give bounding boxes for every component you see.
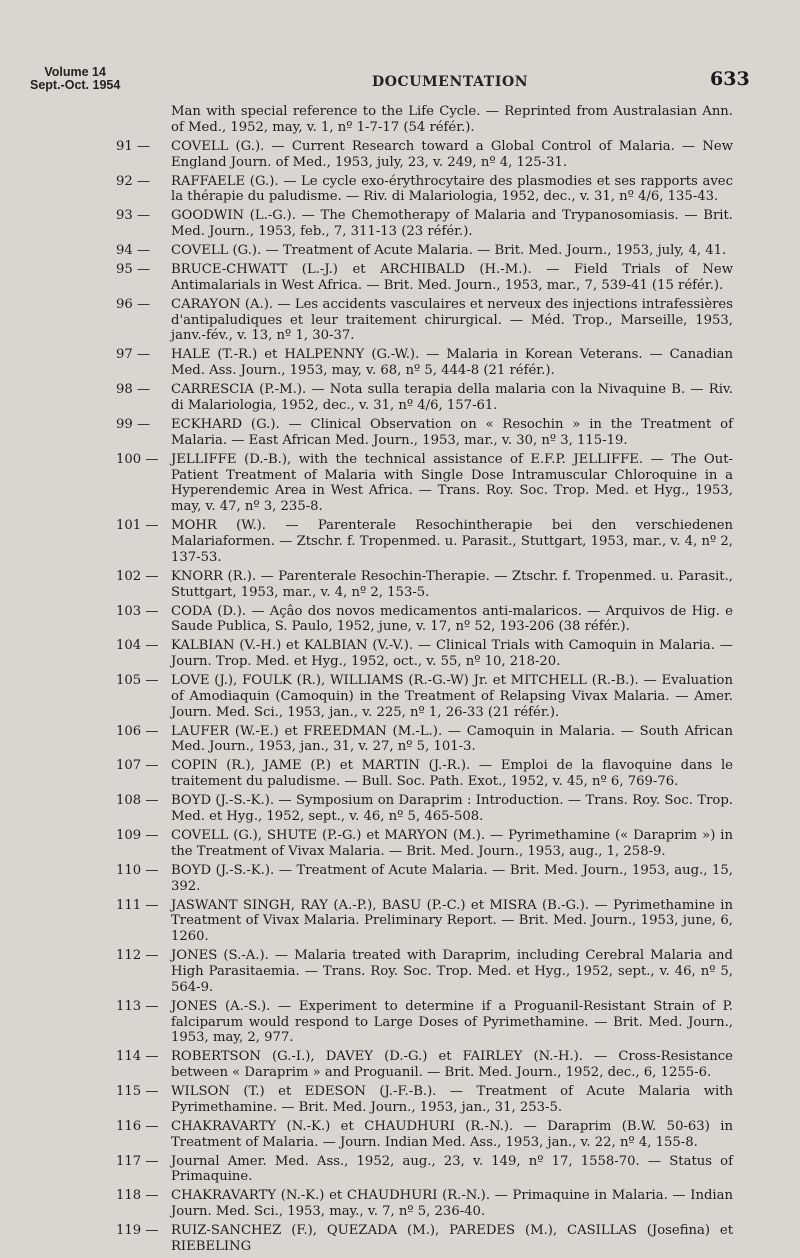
reference-number: 110 —	[116, 862, 159, 878]
volume-issue	[30, 66, 120, 92]
reference-item	[0, 948, 733, 995]
reference-text: COVELL (G.). — Current Research toward a Global Control of Malaria. — New England Journ. of Med., 1953, july, 23, v. 249, nº 4, 125-31.	[171, 138, 733, 170]
reference-item	[0, 1154, 733, 1186]
reference-text: CODA (D.). — Açâo dos novos medicamentos anti-malaricos. — Arquivos de Hig. e Saude Publica, S. Paulo, 1952, june, v. 17, nº 52, 193-206 (38 référ.).	[171, 603, 733, 635]
reference-item	[0, 898, 733, 945]
reference-number: 116 —	[116, 1118, 159, 1134]
reference-list	[0, 104, 800, 1258]
reference-number: 114 —	[116, 1049, 159, 1065]
reference-number: 92 —	[116, 173, 151, 189]
reference-text: KNORR (R.). — Parenterale Resochin-Therapie. — Ztschr. f. Tropenmed. u. Parasit., Stuttgart, 1953, mar., v. 4, nº 2, 153-5.	[171, 568, 733, 600]
reference-number: 109 —	[116, 828, 159, 844]
reference-item	[0, 604, 733, 636]
reference-item	[0, 793, 733, 825]
reference-item	[0, 1223, 733, 1255]
reference-number: 96 —	[116, 296, 151, 312]
reference-text: JELLIFFE (D.-B.), with the technical assistance of E.F.P. JELLIFFE. — The Out-Patient Treatment of Malaria with Single Dose Intramuscular Chloroquine in a Hyperendemic Area in West Africa. — Trans. Roy. Soc. Trop. Med. et Hyg., 1953, may, v. 47, nº 3, 235-8.	[171, 451, 733, 515]
reference-text: LAUFER (W.-E.) et FREEDMAN (M.-L.). — Camoquin in Malaria. — South African Med. Journ., 1953, jan., 31, v. 27, nº 5, 101-3.	[171, 723, 733, 755]
reference-item	[0, 139, 733, 171]
reference-item	[0, 1188, 733, 1220]
reference-item	[0, 999, 733, 1046]
reference-text: WILSON (T.) et EDESON (J.-F.-B.). — Treatment of Acute Malaria with Pyrimethamine. — Brit. Med. Journ., 1953, jan., 31, 253-5.	[171, 1084, 733, 1115]
reference-text: ROBERTSON (G.-I.), DAVEY (D.-G.) et FAIRLEY (N.-H.). — Cross-Resistance between « Daraprim » and Proguanil. — Brit. Med. Journ., 1952, dec., 6, 1255-6.	[171, 1049, 733, 1081]
reference-item	[0, 638, 733, 670]
reference-text: RAFFAELE (G.). — Le cycle exo-érythrocytaire des plasmodies et ses rapports avec la thérapie du paludisme. — Riv. di Malariologia, 1952, dec., v. 31, nº 4/6, 135-43.	[171, 173, 733, 205]
page-header	[0, 64, 800, 104]
reference-item	[0, 569, 733, 601]
reference-number: 106 —	[116, 723, 159, 739]
reference-text: CHAKRAVARTY (N.-K.) et CHAUDHURI (R.-N.). — Daraprim (B.W. 50-63) in Treatment of Malaria. — Journ. Indian Med. Ass., 1953, jan., v. 22, nº 4, 155-8.	[171, 1118, 733, 1150]
reference-number: 98 —	[116, 382, 151, 398]
reference-text: BRUCE-CHWATT (L.-J.) et ARCHIBALD (H.-M.). — Field Trials of New Antimalarials in West Africa. — Brit. Med. Journ., 1953, mar., 7, 539-41 (15 référ.).	[171, 262, 733, 293]
reference-text: LOVE (J.), FOULK (R.), WILLIAMS (R.-G.-W) Jr. et MITCHELL (R.-B.). — Evaluation of Amodiaquin (Camoquin) in the Treatment of Relapsing Vivax Malaria. — Amer. Journ. Med. Sci., 1953, jan., v. 225, nº 1, 26-33 (21 référ.).	[171, 673, 733, 720]
reference-text: Journal Amer. Med. Ass., 1952, aug., 23, v. 149, nº 17, 1558-70. — Status of Primaquine.	[171, 1153, 733, 1185]
reference-item	[0, 297, 733, 344]
reference-text: Man with special reference to the Life Cycle. — Reprinted from Australasian Ann. of Med., 1952, may, v. 1, nº 1-7-17 (54 référ.).	[171, 104, 733, 135]
reference-number: 94 —	[116, 243, 151, 259]
reference-number: 93 —	[116, 208, 151, 224]
reference-text: BOYD (J.-S.-K.). — Symposium on Daraprim : Introduction. — Trans. Roy. Soc. Trop. Med. et Hyg., 1952, sept., v. 46, nº 5, 465-508.	[171, 793, 733, 825]
reference-item	[0, 1049, 733, 1081]
reference-number: 115 —	[116, 1084, 159, 1100]
reference-item	[0, 1119, 733, 1151]
reference-number: 119 —	[116, 1223, 159, 1239]
reference-text: BOYD (J.-S.-K.). — Treatment of Acute Malaria. — Brit. Med. Journ., 1953, aug., 15, 392.	[171, 862, 733, 894]
reference-item	[0, 518, 733, 565]
reference-item	[0, 724, 733, 756]
reference-number: 103 —	[116, 603, 159, 619]
reference-text: JASWANT SINGH, RAY (A.-P.), BASU (P.-C.) et MISRA (B.-G.). — Pyrimethamine in Treatment of Vivax Malaria. Preliminary Report. — Brit. Med. Journ., 1953, june, 6, 1260.	[171, 897, 733, 945]
reference-number: 91 —	[116, 138, 151, 154]
reference-text: COPIN (R.), JAME (P.) et MARTIN (J.-R.). — Emploi de la flavoquine dans le traitement du paludisme. — Bull. Soc. Path. Exot., 1952, v. 45, nº 6, 769-76.	[171, 758, 733, 790]
reference-text: GOODWIN (L.-G.). — The Chemotherapy of Malaria and Trypanosomiasis. — Brit. Med. Journ., 1953, feb., 7, 311-13 (23 référ.).	[171, 208, 733, 240]
reference-item	[0, 673, 733, 720]
reference-item	[0, 382, 733, 414]
reference-item	[0, 758, 733, 790]
reference-item	[0, 863, 733, 895]
reference-item	[0, 452, 733, 515]
reference-number: 105 —	[116, 673, 159, 689]
reference-text: HALE (T.-R.) et HALPENNY (G.-W.). — Malaria in Korean Veterans. — Canadian Med. Ass. Journ., 1953, may, v. 68, nº 5, 444-8 (21 référ.).	[171, 347, 733, 379]
reference-number: 111 —	[116, 897, 159, 913]
reference-item	[0, 262, 733, 294]
reference-item	[0, 243, 733, 259]
reference-number: 104 —	[116, 638, 159, 654]
reference-text: RUIZ-SANCHEZ (F.), QUEZADA (M.), PAREDES (M.), CASILLAS (Josefina) et RIEBELING	[171, 1223, 733, 1255]
reference-text: JONES (S.-A.). — Malaria treated with Daraprim, including Cerebral Malaria and High Parasitaemia. — Trans. Roy. Soc. Trop. Med. et Hyg., 1952, sept., v. 46, nº 5, 564-9.	[171, 948, 733, 995]
issue-label: Sept.-Oct. 1954	[30, 78, 121, 92]
reference-number: 107 —	[116, 758, 159, 774]
reference-text: ECKHARD (G.). — Clinical Observation on « Resochin » in the Treatment of Malaria. — East African Med. Journ., 1953, mar., v. 30, nº 3, 115-19.	[171, 417, 733, 448]
reference-text: CARRESCIA (P.-M.). — Nota sulla terapia della malaria con la Nivaquine B. — Riv. di Malariologia, 1952, dec., v. 31, nº 4/6, 157-61.	[171, 382, 733, 414]
reference-text: JONES (A.-S.). — Experiment to determine if a Proguanil-Resistant Strain of P. falciparum would respond to Large Doses of Pyrimethamine. — Brit. Med. Journ., 1953, may, 2, 977.	[171, 998, 733, 1046]
reference-text: CHAKRAVARTY (N.-K.) et CHAUDHURI (R.-N.). — Primaquine in Malaria. — Indian Journ. Med. Sci., 1953, may., v. 7, nº 5, 236-40.	[171, 1188, 733, 1220]
reference-item	[0, 828, 733, 860]
reference-text: KALBIAN (V.-H.) et KALBIAN (V.-V.). — Clinical Trials with Camoquin in Malaria. — Journ. Trop. Med. et Hyg., 1952, oct., v. 55, nº 10, 218-20.	[171, 638, 733, 670]
section-title: DOCUMENTATION	[372, 74, 529, 90]
volume-label: Volume 14	[44, 65, 106, 79]
reference-item	[0, 1084, 733, 1116]
reference-number: 113 —	[116, 998, 159, 1014]
reference-number: 101 —	[116, 518, 159, 534]
reference-number: 118 —	[116, 1188, 159, 1204]
reference-number: 100 —	[116, 451, 159, 467]
reference-text: MOHR (W.). — Parenterale Resochintherapie bei den verschiedenen Malariaformen. — Ztschr. f. Tropenmed. u. Parasit., Stuttgart, 1953, mar., v. 4, nº 2, 137-53.	[171, 518, 733, 565]
reference-number: 102 —	[116, 568, 159, 584]
reference-item	[0, 208, 733, 240]
reference-number: 97 —	[116, 347, 151, 363]
reference-item	[0, 174, 733, 206]
page-number: 633	[710, 68, 750, 90]
reference-continuation	[0, 104, 733, 136]
reference-text: COVELL (G.). — Treatment of Acute Malaria. — Brit. Med. Journ., 1953, july, 4, 41.	[171, 243, 727, 259]
reference-number: 95 —	[116, 262, 151, 278]
reference-number: 108 —	[116, 793, 159, 809]
reference-number: 117 —	[116, 1153, 159, 1169]
reference-number: 112 —	[116, 948, 159, 964]
reference-item	[0, 347, 733, 379]
reference-text: CARAYON (A.). — Les accidents vasculaires et nerveux des injections intrafessières d'antipaludiques et leur traitement chirurgical. — Méd. Trop., Marseille, 1953, janv.-fév., v. 13, nº 1, 30-37.	[171, 296, 733, 344]
reference-item	[0, 417, 733, 449]
reference-text: COVELL (G.), SHUTE (P.-G.) et MARYON (M.). — Pyrimethamine (« Daraprim ») in the Treatment of Vivax Malaria. — Brit. Med. Journ., 1953, aug., 1, 258-9.	[171, 828, 733, 859]
reference-number: 99 —	[116, 417, 151, 433]
